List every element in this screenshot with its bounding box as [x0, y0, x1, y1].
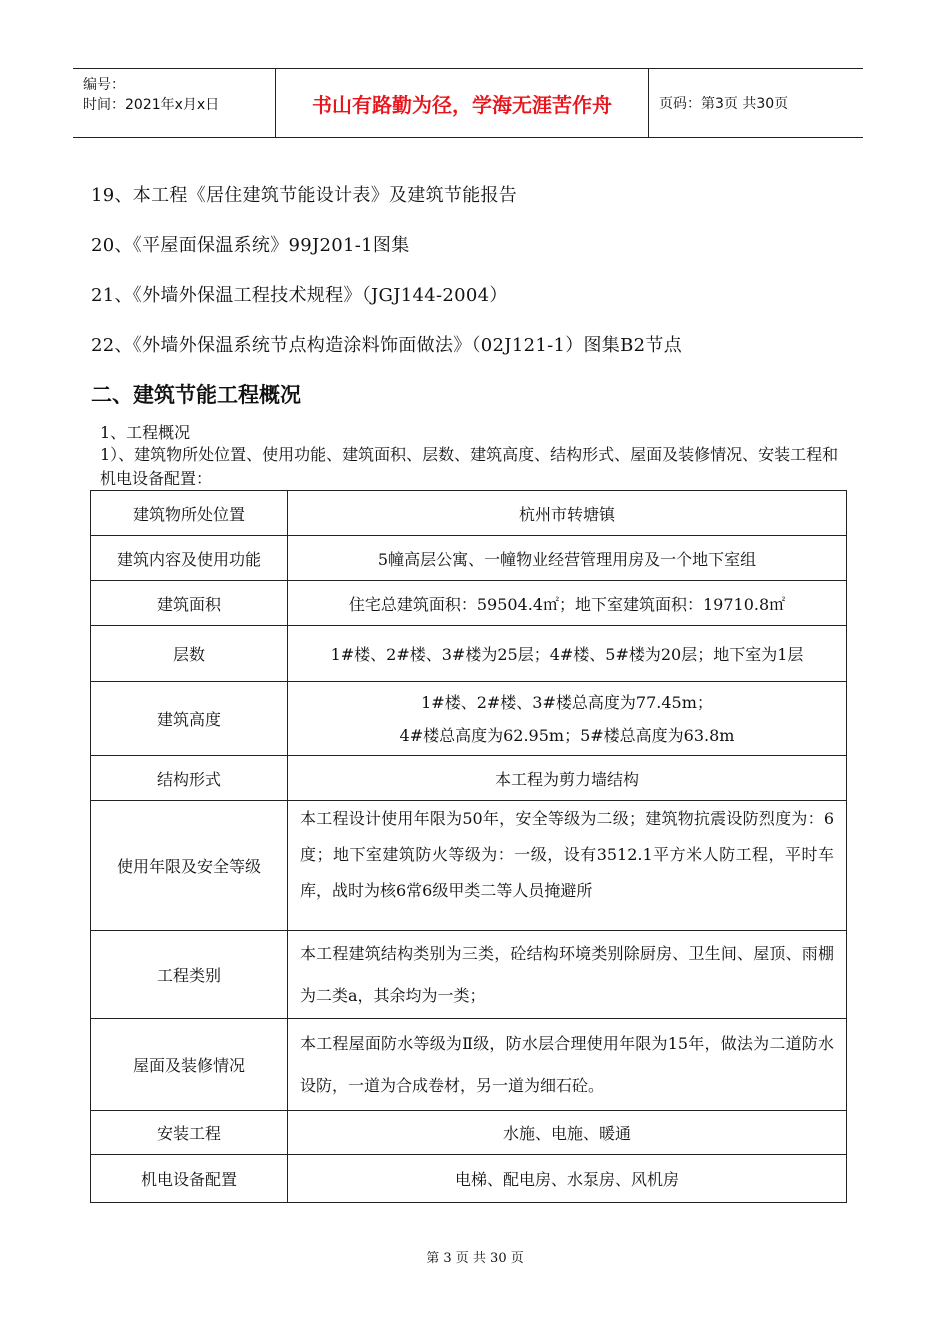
row-value: 1#楼、2#楼、3#楼为25层；4#楼、5#楼为20层；地下室为1层	[288, 626, 847, 682]
height-line-2: 4#楼总高度为62.95m；5#楼总高度为63.8m	[399, 725, 735, 745]
row-value: 5幢高层公寓、一幢物业经营管理用房及一个地下室组	[288, 536, 847, 581]
header-meta	[73, 69, 275, 137]
row-label: 建筑内容及使用功能	[91, 536, 288, 581]
table-row	[91, 756, 847, 801]
row-label: 机电设备配置	[91, 1155, 288, 1203]
row-label: 结构形式	[91, 756, 288, 801]
row-value: 本工程建筑结构类别为三类，砼结构环境类别除厨房、卫生间、屋顶、雨棚为二类a，其余均为一类；	[300, 943, 834, 1005]
table-row	[91, 801, 847, 931]
row-label: 安装工程	[91, 1111, 288, 1155]
table-row	[91, 931, 847, 1019]
row-value: 本工程屋面防水等级为Ⅱ级，防水层合理使用年限为15年，做法为二道防水设防，一道为合成卷材，另一道为细石砼。	[300, 1033, 834, 1095]
row-value: 住宅总建筑面积：59504.4㎡；地下室建筑面积：19710.8㎡	[288, 581, 847, 626]
table-row	[91, 626, 847, 682]
table-row	[91, 536, 847, 581]
row-label: 屋面及装修情况	[91, 1019, 288, 1111]
row-value-cell	[288, 931, 847, 1019]
row-label: 建筑物所处位置	[91, 491, 288, 536]
height-line-1: 1#楼、2#楼、3#楼总高度为77.45m；	[421, 692, 713, 712]
header-number-label: 编号：	[83, 77, 125, 93]
row-label: 建筑面积	[91, 581, 288, 626]
header-motto-cell	[275, 69, 649, 137]
header-page-cell	[649, 69, 863, 137]
row-value: 电梯、配电房、水泵房、风机房	[288, 1155, 847, 1203]
row-value: 杭州市转塘镇	[288, 491, 847, 536]
table-row	[91, 682, 847, 756]
row-value-cell	[288, 801, 847, 931]
table-row	[91, 1155, 847, 1203]
row-value-clip	[288, 801, 846, 930]
header-motto: 书山有路勤为径，学海无涯苦作舟	[312, 92, 612, 117]
section-paragraph: 1）、建筑物所处位置、使用功能、建筑面积、层数、建筑高度、结构形式、屋面及装修情况、安装工程和机电设备配置：	[100, 445, 839, 488]
table-row	[91, 1019, 847, 1111]
table-row	[91, 581, 847, 626]
reference-item-19: 19、本工程《居住建筑节能设计表》及建筑节能报告	[91, 185, 518, 206]
header-date-label: 时间：2021年x月x日	[83, 97, 220, 113]
row-value: 水施、电施、暖通	[288, 1111, 847, 1155]
row-value-cell	[288, 1019, 847, 1111]
row-label: 建筑高度	[91, 682, 288, 756]
row-value-multiline	[288, 682, 847, 756]
table-row	[91, 491, 847, 536]
section-subtitle: 1、工程概况	[100, 423, 191, 442]
reference-item-22: 22、《外墙外保温系统节点构造涂料饰面做法》（02J121-1）图集B2节点	[91, 335, 682, 356]
row-label: 使用年限及安全等级	[91, 801, 288, 931]
table-row	[91, 1111, 847, 1155]
reference-item-20: 20、《平屋面保温系统》99J201-1图集	[91, 235, 410, 256]
project-overview-table	[90, 490, 847, 1203]
page-header	[73, 68, 863, 138]
row-label: 层数	[91, 626, 288, 682]
row-value: 本工程设计使用年限为50年，安全等级为二级；建筑物抗震设防烈度为：6度；地下室建筑防火等级为：一级，设有3512.1平方米人防工程，平时车库，战时为核6常6级甲类二等人员掩避所	[300, 809, 834, 900]
row-label: 工程类别	[91, 931, 288, 1019]
header-page-label: 页码：第3页 共30页	[659, 96, 789, 112]
section-title: 二、建筑节能工程概况	[91, 383, 301, 407]
row-value: 本工程为剪力墙结构	[288, 756, 847, 801]
page-footer: 第 3 页 共 30 页	[426, 1251, 524, 1266]
reference-item-21: 21、《外墙外保温工程技术规程》（JGJ144-2004）	[91, 285, 508, 306]
